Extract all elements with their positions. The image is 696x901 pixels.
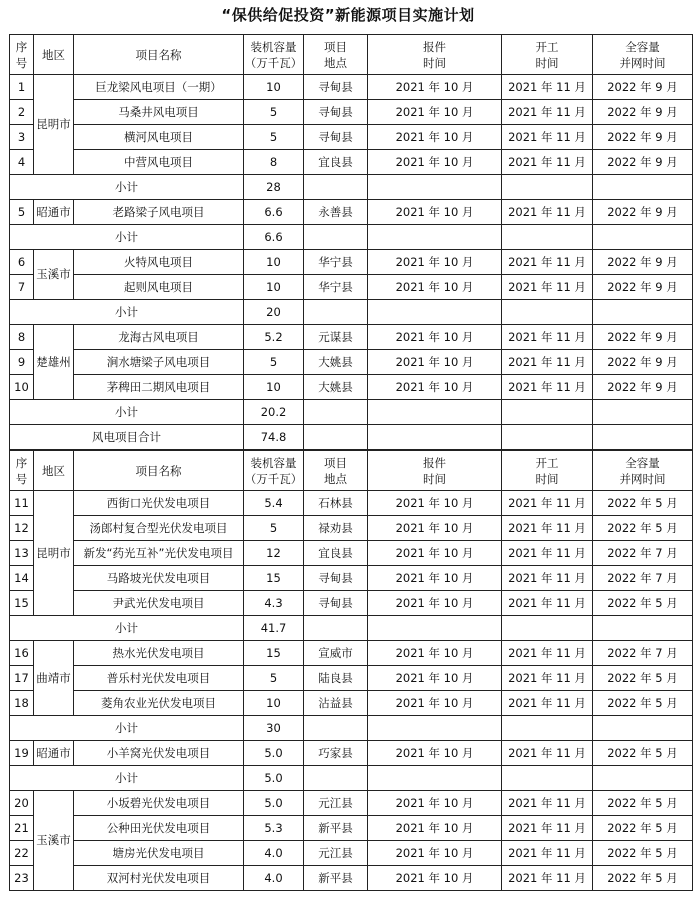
empty-cell	[593, 225, 693, 250]
capacity: 5.0	[244, 741, 304, 766]
grid-time: 2022 年 5 月	[593, 866, 693, 891]
row-no: 13	[10, 541, 34, 566]
project-name: 普乐村光伏发电项目	[74, 666, 244, 691]
capacity: 10	[244, 375, 304, 400]
subtotal-label: 小计	[10, 400, 244, 425]
grid-time: 2022 年 9 月	[593, 350, 693, 375]
project-name: 中营风电项目	[74, 150, 244, 175]
location: 陆良县	[304, 666, 368, 691]
grid-time: 2022 年 7 月	[593, 541, 693, 566]
location: 元江县	[304, 791, 368, 816]
empty-cell	[593, 175, 693, 200]
header-capacity-line: 装机容量	[250, 39, 297, 54]
empty-cell	[304, 766, 368, 791]
subtotal-value: 6.6	[244, 225, 304, 250]
row-no: 5	[10, 200, 34, 225]
report-time: 2021 年 10 月	[368, 566, 502, 591]
location: 寻甸县	[304, 100, 368, 125]
header-start-time	[502, 35, 593, 75]
capacity: 5.4	[244, 491, 304, 516]
grid-time: 2022 年 5 月	[593, 591, 693, 616]
header-report-time	[368, 450, 502, 491]
table-row	[10, 275, 693, 300]
region-cell: 玉溪市	[34, 791, 74, 891]
row-no: 9	[10, 350, 34, 375]
project-name: 起则风电项目	[74, 275, 244, 300]
capacity: 5.2	[244, 325, 304, 350]
report-time: 2021 年 10 月	[368, 516, 502, 541]
capacity: 5	[244, 100, 304, 125]
header-capacity	[244, 35, 304, 75]
header-report-time	[368, 35, 502, 75]
empty-cell	[304, 425, 368, 451]
location: 寻甸县	[304, 125, 368, 150]
region-cell: 昆明市	[34, 491, 74, 616]
table-row	[10, 125, 693, 150]
location: 禄劝县	[304, 516, 368, 541]
project-name: 小羊窝光伏发电项目	[74, 741, 244, 766]
grid-time: 2022 年 5 月	[593, 791, 693, 816]
header-capacity-line: （万千瓦）	[244, 471, 303, 486]
location: 元谋县	[304, 325, 368, 350]
row-no: 7	[10, 275, 34, 300]
project-name: 热水光伏发电项目	[74, 641, 244, 666]
row-no: 10	[10, 375, 34, 400]
table-row	[10, 516, 693, 541]
empty-cell	[368, 425, 502, 451]
region-cell: 昆明市	[34, 75, 74, 175]
empty-cell	[304, 225, 368, 250]
region-cell: 昭通市	[34, 741, 74, 766]
header-location-line: 项目	[324, 39, 347, 54]
location: 华宁县	[304, 275, 368, 300]
location: 宣威市	[304, 641, 368, 666]
empty-cell	[502, 300, 593, 325]
empty-cell	[304, 616, 368, 641]
project-name: 马路坡光伏发电项目	[74, 566, 244, 591]
page-title: “保供给促投资”新能源项目实施计划	[221, 6, 475, 24]
subtotal-row	[10, 400, 693, 425]
start-time: 2021 年 11 月	[502, 541, 593, 566]
project-name: 塘房光伏发电项目	[74, 841, 244, 866]
row-no: 19	[10, 741, 34, 766]
row-no: 3	[10, 125, 34, 150]
capacity: 5	[244, 516, 304, 541]
header-location	[304, 450, 368, 491]
start-time: 2021 年 11 月	[502, 566, 593, 591]
project-name: 龙海古风电项目	[74, 325, 244, 350]
grid-time: 2022 年 9 月	[593, 100, 693, 125]
subtotal-row	[10, 175, 693, 200]
table-row	[10, 375, 693, 400]
header-region-line: 地区	[42, 463, 65, 478]
report-time: 2021 年 10 月	[368, 200, 502, 225]
report-time: 2021 年 10 月	[368, 275, 502, 300]
header-region-line: 地区	[42, 47, 65, 62]
header-start-time-line: 开工	[535, 455, 559, 470]
grid-time: 2022 年 9 月	[593, 75, 693, 100]
empty-cell	[593, 616, 693, 641]
subtotal-label: 小计	[10, 175, 244, 200]
subtotal-value: 5.0	[244, 766, 304, 791]
table-row	[10, 641, 693, 666]
row-no: 17	[10, 666, 34, 691]
header-grid-time-line: 全容量	[625, 455, 660, 470]
subtotal-label: 小计	[10, 616, 244, 641]
report-time: 2021 年 10 月	[368, 75, 502, 100]
location: 巧家县	[304, 741, 368, 766]
subtotal-label: 小计	[10, 300, 244, 325]
capacity: 5.3	[244, 816, 304, 841]
header-start-time-line: 时间	[535, 55, 559, 70]
row-no: 16	[10, 641, 34, 666]
start-time: 2021 年 11 月	[502, 516, 593, 541]
empty-cell	[368, 400, 502, 425]
table-row	[10, 691, 693, 716]
project-name: 尹武光伏发电项目	[74, 591, 244, 616]
header-grid-time-line: 全容量	[625, 39, 660, 54]
report-time: 2021 年 10 月	[368, 691, 502, 716]
capacity: 8	[244, 150, 304, 175]
location: 新平县	[304, 816, 368, 841]
header-location-line: 项目	[324, 455, 347, 470]
table-row	[10, 566, 693, 591]
report-time: 2021 年 10 月	[368, 150, 502, 175]
report-time: 2021 年 10 月	[368, 250, 502, 275]
region-cell: 玉溪市	[34, 250, 74, 300]
header-report-time-line: 报件	[423, 455, 446, 470]
location: 华宁县	[304, 250, 368, 275]
header-start-time	[502, 450, 593, 491]
capacity: 5	[244, 666, 304, 691]
report-time: 2021 年 10 月	[368, 325, 502, 350]
empty-cell	[502, 716, 593, 741]
capacity: 10	[244, 275, 304, 300]
project-name: 老路梁子风电项目	[74, 200, 244, 225]
header-grid-time	[593, 450, 693, 491]
report-time: 2021 年 10 月	[368, 491, 502, 516]
header-capacity-line: 装机容量	[250, 455, 297, 470]
start-time: 2021 年 11 月	[502, 200, 593, 225]
empty-cell	[368, 766, 502, 791]
empty-cell	[304, 400, 368, 425]
empty-cell	[502, 425, 593, 451]
header-report-time-line: 报件	[423, 39, 446, 54]
grid-time: 2022 年 5 月	[593, 516, 693, 541]
header-region	[34, 35, 74, 75]
subtotal-label: 小计	[10, 716, 244, 741]
capacity: 10	[244, 75, 304, 100]
row-no: 20	[10, 791, 34, 816]
total-value: 74.8	[244, 425, 304, 451]
report-time: 2021 年 10 月	[368, 100, 502, 125]
table-row	[10, 791, 693, 816]
grid-time: 2022 年 9 月	[593, 250, 693, 275]
grid-time: 2022 年 5 月	[593, 741, 693, 766]
subtotal-value: 20	[244, 300, 304, 325]
empty-cell	[368, 616, 502, 641]
subtotal-value: 28	[244, 175, 304, 200]
header-grid-time-line: 并网时间	[619, 55, 666, 70]
row-no: 12	[10, 516, 34, 541]
project-name: 小坂碧光伏发电项目	[74, 791, 244, 816]
empty-cell	[368, 716, 502, 741]
header-location-line: 地点	[324, 471, 347, 486]
start-time: 2021 年 11 月	[502, 491, 593, 516]
start-time: 2021 年 11 月	[502, 100, 593, 125]
grid-time: 2022 年 9 月	[593, 375, 693, 400]
header-start-time-line: 开工	[535, 39, 559, 54]
project-name: 菱角农业光伏发电项目	[74, 691, 244, 716]
table-row	[10, 200, 693, 225]
region-cell: 曲靖市	[34, 641, 74, 716]
row-no: 23	[10, 866, 34, 891]
grid-time: 2022 年 9 月	[593, 125, 693, 150]
project-name: 马桑井风电项目	[74, 100, 244, 125]
location: 元江县	[304, 841, 368, 866]
header-report-time-line: 时间	[423, 55, 446, 70]
location: 寻甸县	[304, 591, 368, 616]
table-row	[10, 541, 693, 566]
location: 新平县	[304, 866, 368, 891]
header-name	[74, 35, 244, 75]
row-no: 8	[10, 325, 34, 350]
empty-cell	[593, 766, 693, 791]
grid-time: 2022 年 9 月	[593, 275, 693, 300]
start-time: 2021 年 11 月	[502, 741, 593, 766]
total-label: 风电项目合计	[10, 425, 244, 451]
empty-cell	[368, 175, 502, 200]
row-no: 22	[10, 841, 34, 866]
project-name: 茅稗田二期风电项目	[74, 375, 244, 400]
empty-cell	[593, 716, 693, 741]
report-time: 2021 年 10 月	[368, 641, 502, 666]
report-time: 2021 年 10 月	[368, 866, 502, 891]
header-no-line: 序	[15, 455, 28, 470]
start-time: 2021 年 11 月	[502, 350, 593, 375]
start-time: 2021 年 11 月	[502, 250, 593, 275]
header-no	[10, 35, 34, 75]
table-row	[10, 816, 693, 841]
capacity: 4.3	[244, 591, 304, 616]
subtotal-row	[10, 716, 693, 741]
project-name: 火特风电项目	[74, 250, 244, 275]
grid-time: 2022 年 5 月	[593, 666, 693, 691]
table-row	[10, 741, 693, 766]
table-row	[10, 250, 693, 275]
empty-cell	[502, 400, 593, 425]
capacity: 4.0	[244, 841, 304, 866]
grid-time: 2022 年 5 月	[593, 816, 693, 841]
start-time: 2021 年 11 月	[502, 275, 593, 300]
report-time: 2021 年 10 月	[368, 125, 502, 150]
row-no: 1	[10, 75, 34, 100]
row-no: 6	[10, 250, 34, 275]
table-row	[10, 75, 693, 100]
grid-time: 2022 年 5 月	[593, 841, 693, 866]
capacity: 15	[244, 641, 304, 666]
grid-time: 2022 年 5 月	[593, 691, 693, 716]
header-location	[304, 35, 368, 75]
table-row	[10, 491, 693, 516]
capacity: 15	[244, 566, 304, 591]
table-row	[10, 841, 693, 866]
empty-cell	[502, 225, 593, 250]
header-grid-time	[593, 35, 693, 75]
report-time: 2021 年 10 月	[368, 375, 502, 400]
location: 大姚县	[304, 350, 368, 375]
empty-cell	[502, 616, 593, 641]
report-time: 2021 年 10 月	[368, 350, 502, 375]
report-time: 2021 年 10 月	[368, 791, 502, 816]
capacity: 5	[244, 350, 304, 375]
report-time: 2021 年 10 月	[368, 591, 502, 616]
subtotal-value: 41.7	[244, 616, 304, 641]
start-time: 2021 年 11 月	[502, 325, 593, 350]
start-time: 2021 年 11 月	[502, 841, 593, 866]
location: 寻甸县	[304, 75, 368, 100]
table-row	[10, 100, 693, 125]
row-no: 2	[10, 100, 34, 125]
subtotal-row	[10, 616, 693, 641]
empty-cell	[502, 175, 593, 200]
table-row	[10, 350, 693, 375]
report-time: 2021 年 10 月	[368, 666, 502, 691]
header-grid-time-line: 并网时间	[619, 471, 666, 486]
start-time: 2021 年 11 月	[502, 666, 593, 691]
capacity: 10	[244, 691, 304, 716]
table-row	[10, 591, 693, 616]
row-no: 14	[10, 566, 34, 591]
start-time: 2021 年 11 月	[502, 75, 593, 100]
location: 石林县	[304, 491, 368, 516]
empty-cell	[304, 716, 368, 741]
region-cell: 楚雄州	[34, 325, 74, 400]
header-no	[10, 450, 34, 491]
empty-cell	[502, 766, 593, 791]
project-name: 巨龙梁风电项目（一期）	[74, 75, 244, 100]
report-time: 2021 年 10 月	[368, 816, 502, 841]
project-name: 新发“药光互补”光伏发电项目	[74, 541, 244, 566]
row-no: 15	[10, 591, 34, 616]
header-name-line: 项目名称	[135, 47, 182, 62]
subtotal-row	[10, 300, 693, 325]
header-capacity-line: （万千瓦）	[244, 55, 303, 70]
table-row	[10, 150, 693, 175]
grid-time: 2022 年 7 月	[593, 566, 693, 591]
header-no-line: 号	[15, 471, 28, 486]
report-time: 2021 年 10 月	[368, 541, 502, 566]
header-row	[10, 35, 693, 75]
empty-cell	[368, 225, 502, 250]
empty-cell	[304, 300, 368, 325]
header-name-line: 项目名称	[135, 463, 182, 478]
header-capacity	[244, 450, 304, 491]
empty-cell	[593, 300, 693, 325]
project-name: 公种田光伏发电项目	[74, 816, 244, 841]
total-row	[10, 425, 693, 451]
capacity: 10	[244, 250, 304, 275]
start-time: 2021 年 11 月	[502, 591, 593, 616]
header-name	[74, 450, 244, 491]
header-no-line: 序	[15, 39, 28, 54]
capacity: 5.0	[244, 791, 304, 816]
row-no: 11	[10, 491, 34, 516]
project-table	[9, 34, 693, 891]
project-name: 汤郎村复合型光伏发电项目	[74, 516, 244, 541]
row-no: 18	[10, 691, 34, 716]
subtotal-label: 小计	[10, 225, 244, 250]
grid-time: 2022 年 9 月	[593, 325, 693, 350]
report-time: 2021 年 10 月	[368, 841, 502, 866]
empty-cell	[304, 175, 368, 200]
capacity: 6.6	[244, 200, 304, 225]
subtotal-row	[10, 225, 693, 250]
start-time: 2021 年 11 月	[502, 125, 593, 150]
capacity: 5	[244, 125, 304, 150]
location: 永善县	[304, 200, 368, 225]
header-start-time-line: 时间	[535, 471, 559, 486]
start-time: 2021 年 11 月	[502, 375, 593, 400]
header-report-time-line: 时间	[423, 471, 446, 486]
location: 寻甸县	[304, 566, 368, 591]
empty-cell	[593, 425, 693, 451]
start-time: 2021 年 11 月	[502, 866, 593, 891]
capacity: 4.0	[244, 866, 304, 891]
project-name: 西街口光伏发电项目	[74, 491, 244, 516]
project-name: 横河风电项目	[74, 125, 244, 150]
row-no: 4	[10, 150, 34, 175]
start-time: 2021 年 11 月	[502, 791, 593, 816]
location: 大姚县	[304, 375, 368, 400]
table-row	[10, 325, 693, 350]
empty-cell	[593, 400, 693, 425]
table-row	[10, 666, 693, 691]
start-time: 2021 年 11 月	[502, 641, 593, 666]
table-body	[10, 35, 693, 891]
grid-time: 2022 年 5 月	[593, 491, 693, 516]
report-time: 2021 年 10 月	[368, 741, 502, 766]
start-time: 2021 年 11 月	[502, 691, 593, 716]
location: 宜良县	[304, 150, 368, 175]
subtotal-label: 小计	[10, 766, 244, 791]
header-location-line: 地点	[324, 55, 347, 70]
project-name: 涧水塘梁子风电项目	[74, 350, 244, 375]
subtotal-row	[10, 766, 693, 791]
subtotal-value: 30	[244, 716, 304, 741]
grid-time: 2022 年 9 月	[593, 150, 693, 175]
grid-time: 2022 年 7 月	[593, 641, 693, 666]
start-time: 2021 年 11 月	[502, 150, 593, 175]
start-time: 2021 年 11 月	[502, 816, 593, 841]
grid-time: 2022 年 9 月	[593, 200, 693, 225]
project-name: 双河村光伏发电项目	[74, 866, 244, 891]
region-cell: 昭通市	[34, 200, 74, 225]
capacity: 12	[244, 541, 304, 566]
empty-cell	[368, 300, 502, 325]
location: 沾益县	[304, 691, 368, 716]
location: 宜良县	[304, 541, 368, 566]
table-row	[10, 866, 693, 891]
header-row	[10, 450, 693, 491]
subtotal-value: 20.2	[244, 400, 304, 425]
header-no-line: 号	[15, 55, 28, 70]
row-no: 21	[10, 816, 34, 841]
header-region	[34, 450, 74, 491]
